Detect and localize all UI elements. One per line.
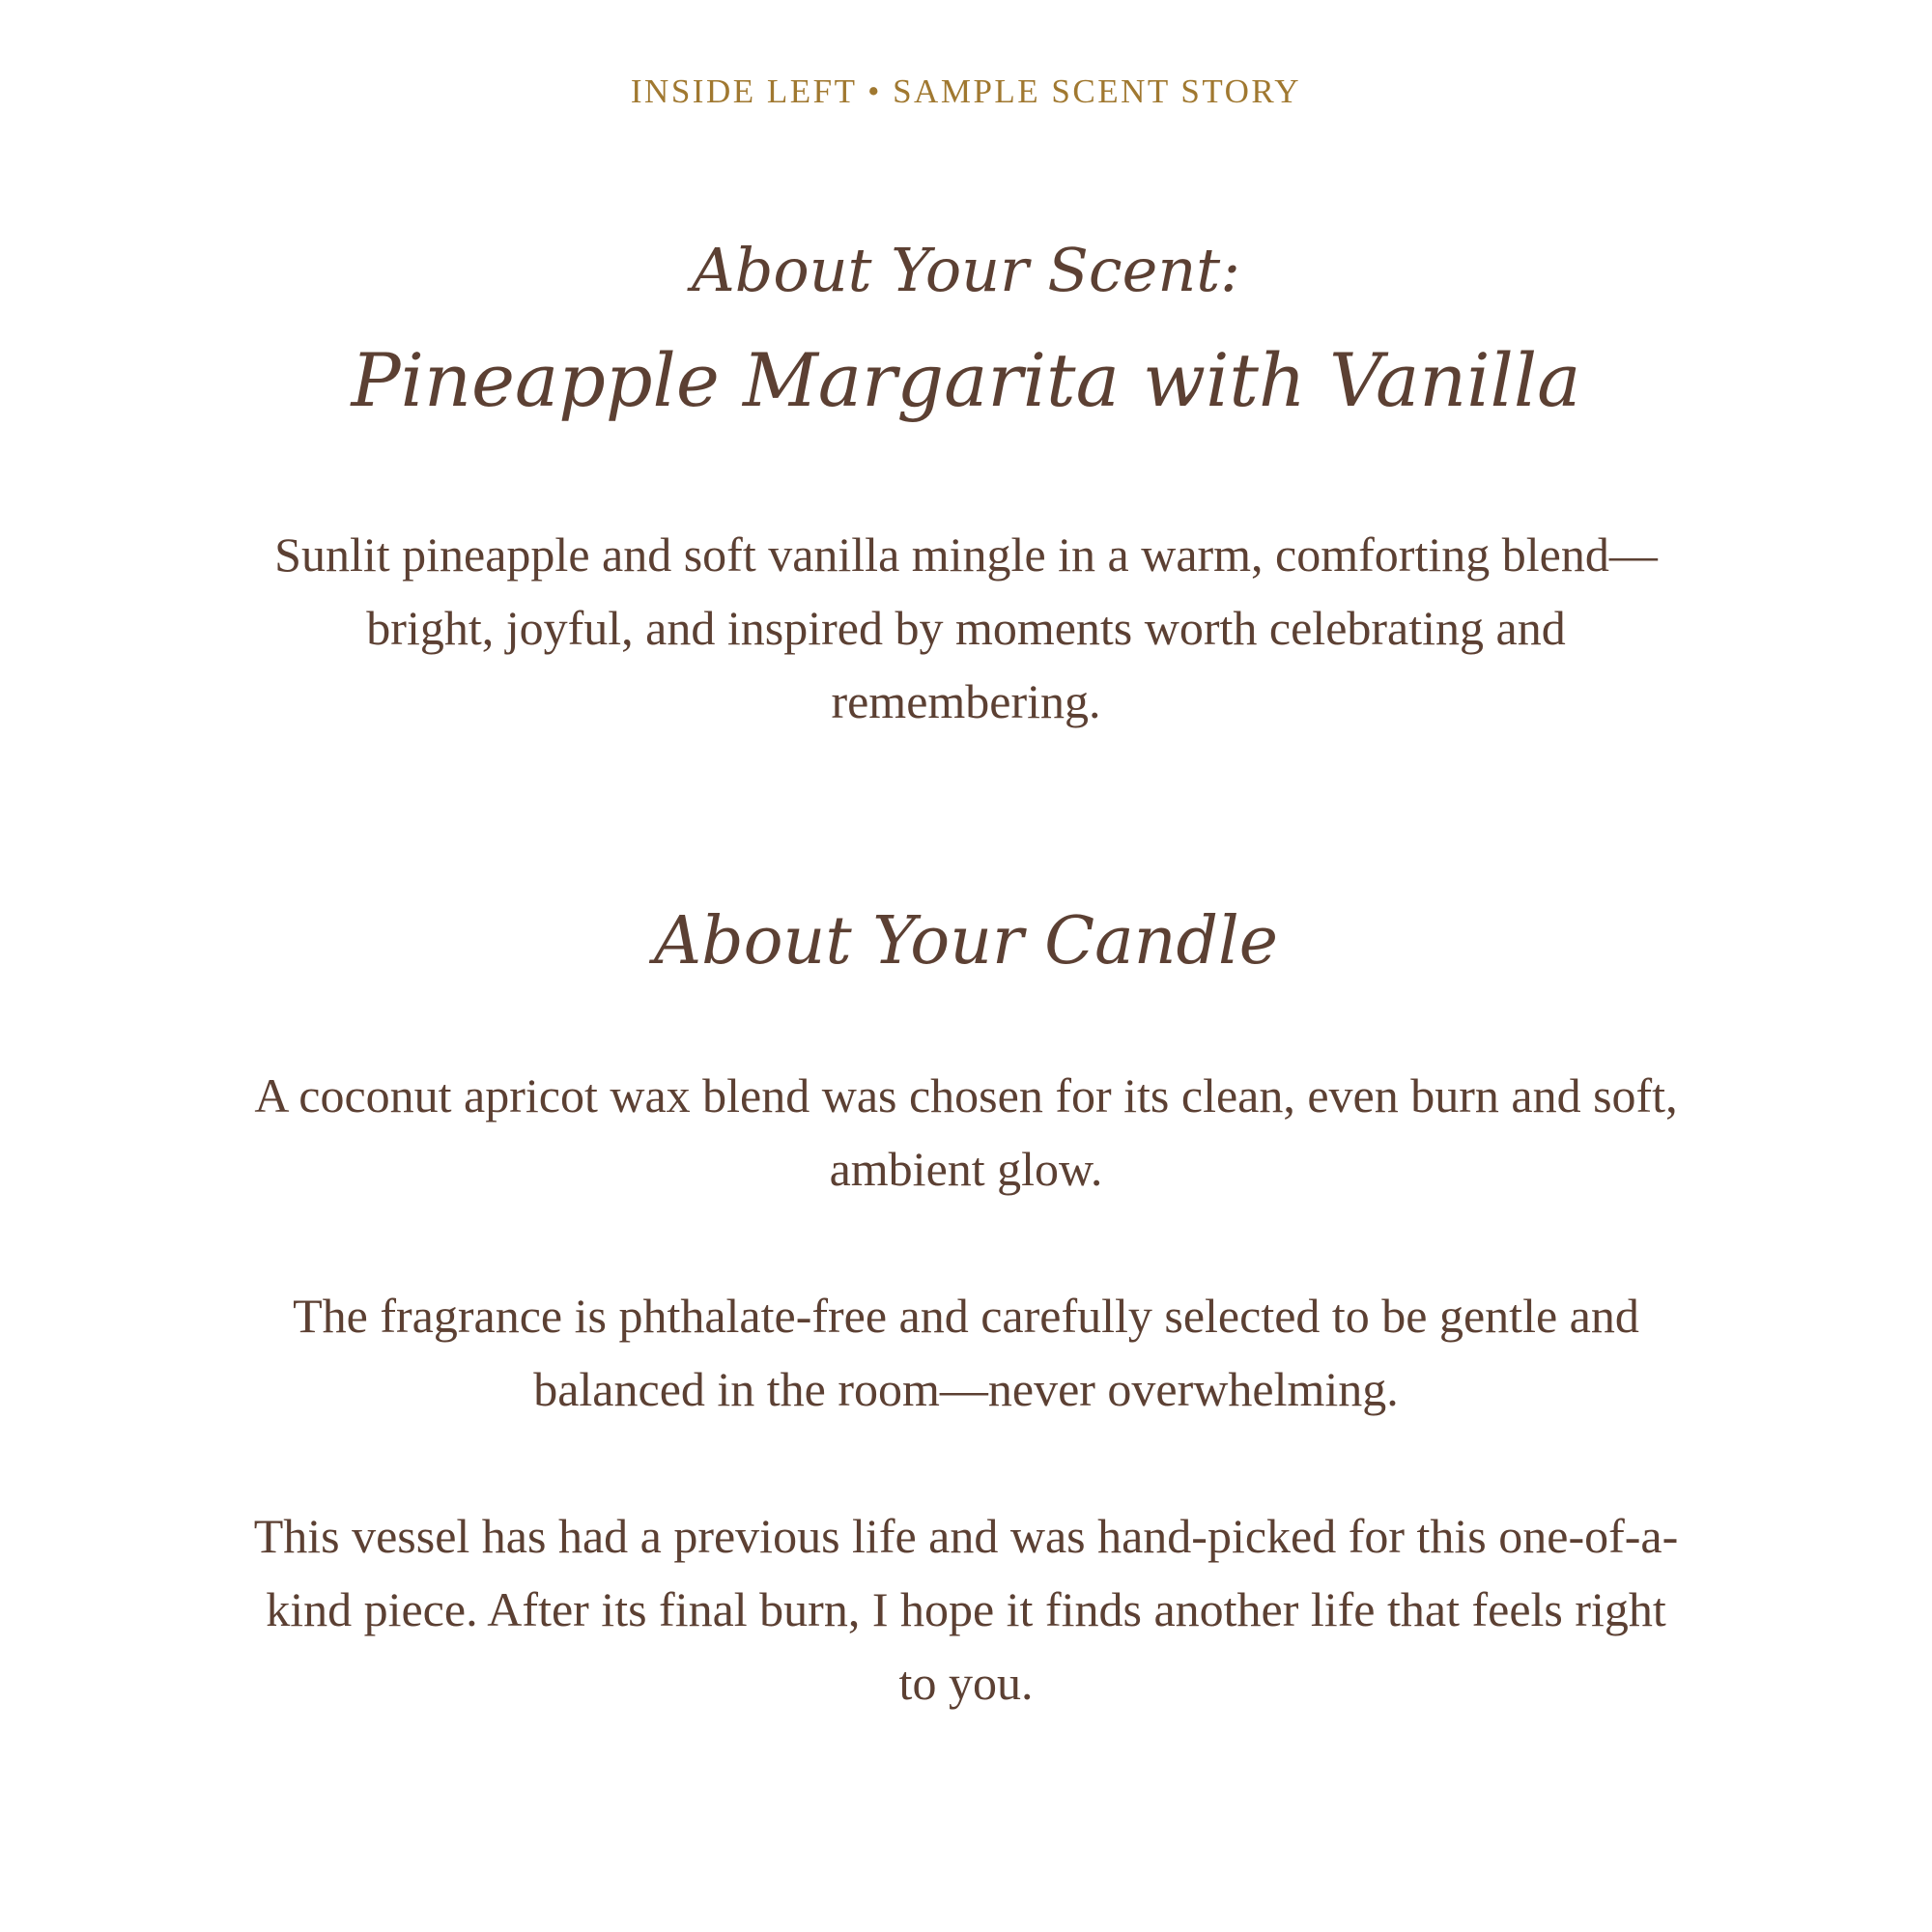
candle-paragraph-wax: A coconut apricot wax blend was chosen for its clean, even burn and soft, ambient glow. — [254, 1068, 1678, 1196]
scent-name-title: Pineapple Margarita with Vanilla — [351, 337, 1581, 423]
scent-description: Sunlit pineapple and soft vanilla mingle in a warm, comforting blend—bright, joyful, and inspired by moments worth celebrating and remembering. — [274, 527, 1658, 728]
scent-intro-heading: About Your Scent: — [691, 235, 1241, 305]
candle-paragraph-vessel: This vessel has had a previous life and was hand-picked for this one-of-a-kind piece. After its final burn, I hope it finds another life that feels right to you. — [253, 1509, 1679, 1710]
candle-section-heading: About Your Candle — [653, 903, 1279, 980]
page-eyebrow-label: INSIDE LEFT • SAMPLE SCENT STORY — [630, 72, 1302, 110]
candle-paragraph-fragrance: The fragrance is phthalate-free and carefully selected to be gentle and balanced in the room—never overwhelming. — [293, 1289, 1639, 1416]
